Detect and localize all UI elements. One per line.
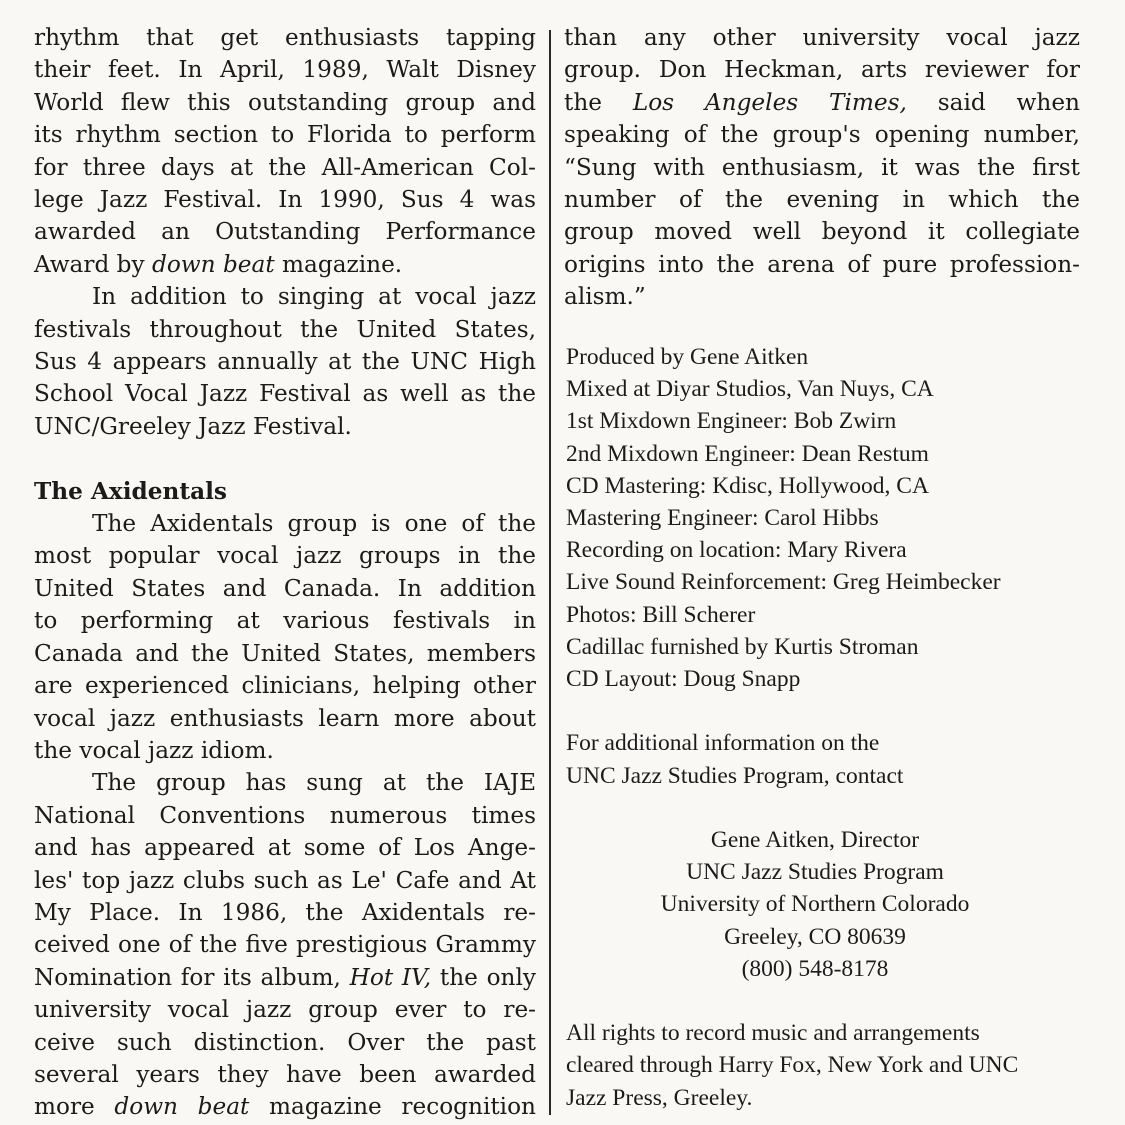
text-line: the vocal jazz idiom.: [34, 736, 274, 764]
text-line: rhythm that get enthusiasts tapping: [34, 24, 536, 51]
rights-notice: [566, 1017, 1076, 1114]
text-line: United States and Canada. In addition: [34, 574, 536, 602]
paragraph-axidentals-awards: [34, 767, 536, 1123]
text-line: ceived one of the five prestigious Grammy: [34, 931, 536, 959]
section-heading-axidentals: The Axidentals: [34, 477, 227, 505]
text-line: lege Jazz Festival. In 1990, Sus 4 was: [34, 186, 536, 214]
text-line: their feet. In April, 1989, Walt Disney: [34, 56, 536, 84]
production-credits: [566, 341, 1076, 695]
text-line: All rights to record music and arrangements: [566, 1020, 980, 1047]
text-line: origins into the arena of pure profession-: [564, 250, 1080, 278]
contact-line: UNC Jazz Studies Program: [686, 859, 944, 886]
credit-line: 2nd Mixdown Engineer: Dean Restum: [566, 440, 929, 467]
credit-line: Recording on location: Mary Rivera: [566, 537, 907, 564]
text-line: most popular vocal jazz groups in the: [34, 542, 536, 570]
text-line: cleared through Harry Fox, New York and UNC: [566, 1052, 1019, 1079]
text-line: than any other university vocal jazz: [564, 24, 1080, 51]
text-line: My Place. In 1986, the Axidentals re-: [34, 898, 536, 926]
text-segment: Award by: [34, 250, 152, 278]
text-line: The group has sung at the IAJE: [92, 769, 536, 797]
text-segment: magazine recognition: [249, 1093, 536, 1121]
paragraph-sus4-festivals: [34, 281, 536, 443]
credit-line: Mastering Engineer: Carol Hibbs: [566, 505, 879, 532]
text-line: [34, 249, 536, 281]
credit-line: Mixed at Diyar Studios, Van Nuys, CA: [566, 376, 934, 403]
text-line: For additional information on the: [566, 730, 880, 757]
text-line: [564, 87, 1080, 119]
paragraph-axidentals-intro: [34, 508, 536, 767]
text-line: ceive such distinction. Over the past: [34, 1028, 536, 1056]
spacer: [566, 695, 1076, 727]
text-line: [34, 962, 536, 994]
spacer: [566, 985, 1076, 1017]
text-segment: the: [564, 88, 633, 116]
credits-block: [566, 341, 1076, 1114]
contact-line: University of Northern Colorado: [660, 891, 970, 918]
text-line: vocal jazz enthusiasts learn more about: [34, 704, 536, 732]
text-segment: said when: [906, 88, 1080, 116]
text-line: alism.”: [564, 283, 646, 311]
spacer: [34, 443, 536, 475]
info-text: [566, 727, 1076, 791]
text-line: group moved well beyond it collegiate: [564, 218, 1080, 246]
text-segment: more: [34, 1093, 115, 1121]
credit-line: Produced by Gene Aitken: [566, 344, 809, 370]
text-line: les' top jazz clubs such as Le' Cafe and At: [34, 866, 536, 894]
contact-address: [566, 824, 1076, 985]
text-line: several years they have been awarded: [34, 1060, 536, 1088]
text-line: for three days at the All-American Col-: [34, 153, 536, 181]
paragraph-sus4-history: [34, 22, 536, 281]
text-line: its rhythm section to Florida to perform: [34, 121, 536, 149]
text-line: to performing at various festivals in: [34, 607, 536, 635]
text-line: festivals throughout the United States,: [34, 315, 536, 343]
newspaper-title: Los Angeles Times,: [632, 88, 907, 116]
text-line: National Conventions numerous times: [34, 801, 536, 829]
text-line: School Vocal Jazz Festival as well as the: [34, 380, 536, 408]
text-line: university vocal jazz group ever to re-: [34, 996, 536, 1024]
spacer: [566, 792, 1076, 824]
contact-line: Greeley, CO 80639: [724, 923, 906, 950]
text-line: Canada and the United States, members: [34, 639, 536, 667]
credit-line: Live Sound Reinforcement: Greg Heimbecker: [566, 569, 1001, 596]
album-title: Hot IV,: [349, 963, 432, 991]
text-line: Jazz Press, Greeley.: [566, 1084, 753, 1111]
column-divider: [549, 30, 551, 1115]
magazine-title: down beat: [152, 250, 275, 278]
text-line: “Sung with enthusiasm, it was the first: [564, 153, 1080, 181]
contact-line: Gene Aitken, Director: [710, 827, 920, 854]
text-line: are experienced clinicians, helping other: [34, 672, 536, 700]
credit-line: Cadillac furnished by Kurtis Stroman: [566, 633, 919, 660]
text-line: [34, 1091, 536, 1123]
text-line: In addition to singing at vocal jazz: [92, 283, 536, 311]
credit-line: Photos: Bill Scherer: [566, 601, 756, 628]
text-segment: magazine.: [274, 250, 403, 278]
text-line: awarded an Outstanding Performance: [34, 218, 536, 246]
text-line: group. Don Heckman, arts reviewer for: [564, 56, 1080, 84]
contact-phone: (800) 548-8178: [741, 955, 889, 982]
text-line: World flew this outstanding group and: [34, 88, 536, 116]
text-segment: Nomination for its album,: [34, 963, 350, 991]
text-line: UNC/Greeley Jazz Festival.: [34, 412, 352, 440]
credit-line: CD Layout: Doug Snapp: [566, 666, 801, 693]
magazine-title: down beat: [114, 1093, 250, 1121]
text-line: The Axidentals group is one of the: [92, 510, 536, 538]
text-line: Sus 4 appears annually at the UNC High: [34, 348, 536, 376]
credit-line: 1st Mixdown Engineer: Bob Zwirn: [566, 408, 897, 435]
right-column-top: [564, 22, 1080, 314]
text-line: speaking of the group's opening number,: [564, 121, 1080, 149]
text-segment: the only: [431, 963, 536, 991]
text-line: and has appeared at some of Los Ange-: [34, 834, 536, 862]
left-column: [34, 22, 536, 1124]
credit-line: CD Mastering: Kdisc, Hollywood, CA: [566, 472, 929, 499]
text-line: UNC Jazz Studies Program, contact: [566, 762, 904, 789]
text-line: number of the evening in which the: [564, 186, 1080, 214]
